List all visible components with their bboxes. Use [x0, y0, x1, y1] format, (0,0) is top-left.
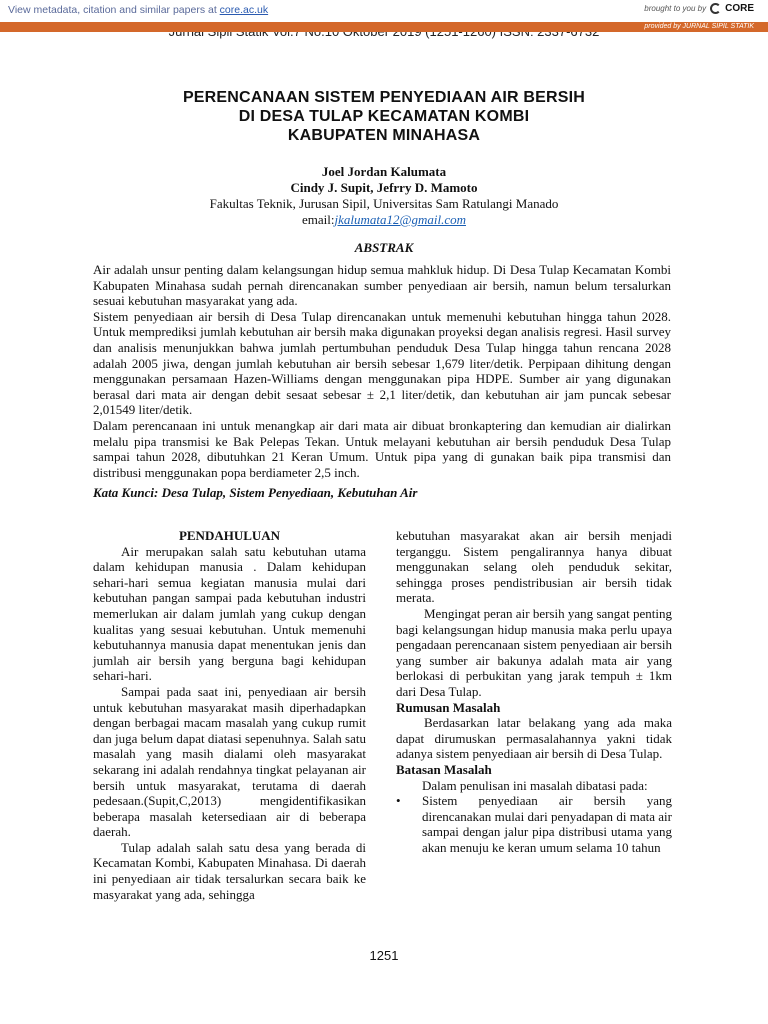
abstract-paragraph: Sistem penyediaan air bersih di Desa Tulap direncanakan untuk memenuhi kebutuhan hingga tahun 2028. Untuk memprediksi jumlah kebutuhan air bersih maka digunakan proyeksi degan analisis regresi. Hasil survey dan analisis menunjukkan bahwa jumlah pertumbuhan penduduk Desa Tulap hingga tahun rencana 2028 adalah 2005 jiwa, dengan jumlah kebutuhan air bersih sebesar 1,679 liter/detik. Perpipaan dihitung dengan menggunakan persamaan Hazen-Williams dengan menggunakan pipa HDPE. Sumber air yang digunakan berasal dari mata air dengan debit sesaat sebesar ± 2,1 liter/detik, dan kebutuhan air jam puncak sebesar 2,01549 liter/detik.	[93, 308, 671, 418]
abstract-heading: ABSTRAK	[354, 240, 414, 255]
core-link[interactable]: core.ac.uk	[219, 4, 269, 16]
author-primary: Joel Jordan Kalumata	[321, 164, 447, 179]
body-paragraph: Berdasarkan latar belakang yang ada maka dapat dirumuskan permasalahannya yakni tidak adanya sistem penyediaan air bersih di Desa Tulap.	[396, 715, 672, 762]
body-paragraph: Air merupakan salah satu kebutuhan utama dalam kehidupan manusia . Dalam kehidupan sehari-hari semua kegiatan manusia mulai dari kebutuhan pangan sampai pada kebutuhan industri memerlukan air dalam jumlah yang cukup dengan kualitas yang sesuai kebutuhan. Untuk memenuhi kebutuhannya manusia dapat menentukan jenis dan jumlah air bersih yang berguna bagi kehidupan sehari-hari.	[93, 543, 366, 684]
body-paragraph: Tulap adalah salah satu desa yang berada di Kecamatan Kombi, Kabupaten Minahasa. Di daerah ini penyediaan air tidak tersalurkan secara baik ke masyarakat yang ada, sehingga	[93, 839, 366, 902]
body-paragraph: Sampai pada saat ini, penyediaan air bersih untuk kebutuhan masyarakat masih diperhadapkan dengan berbagai macam masalah yang cukup rumit dan juga belum dapat diatasi sepenuhnya. Salah satu masalah yang masih dialami oleh masyarakat sekarang ini adalah rendahnya tingkat pelayanan air bersih untuk masyarakat, terutama di daerah pedesaan.(Supit,C,2013) mengidentifikasikan beberapa masalah ketersediaan air di beberapa daerah.	[93, 683, 366, 840]
core-logo-word: CORE	[725, 3, 754, 14]
title-line-2: DI DESA TULAP KECAMATAN KOMBI	[238, 108, 530, 125]
author-coauthors: Cindy J. Supit, Jefrry D. Mamoto	[290, 180, 478, 195]
body-paragraph-continuation: kebutuhan masyarakat akan air bersih menjadi terganggu. Sistem pengalirannya hanya dibuat menggunakan selang oleh penduduk sekitar, sehingga proses pendistribusian air bersih tidak merata.	[396, 528, 672, 606]
author-email-line	[80, 212, 688, 228]
core-metadata-label: View metadata, citation and similar papers at	[8, 4, 217, 16]
page-number: 1251	[369, 948, 399, 963]
core-brand[interactable]	[644, 3, 754, 14]
core-metadata-text	[8, 4, 268, 16]
keywords: Kata Kunci: Desa Tulap, Sistem Penyediaan, Kebutuhan Air	[93, 485, 418, 500]
body-paragraph: Dalam penulisan ini masalah dibatasi pada:	[422, 777, 648, 793]
provided-by-text: provided by JURNAL SIPIL STATIK	[644, 23, 754, 30]
abstract-paragraph: Air adalah unsur penting dalam kelangsungan hidup semua mahkluk hidup. Di Desa Tulap Kecamatan Kombi Kabupaten Minahasa sudah pernah direncanakan sumber penyediaan air bersih, namun belum tersalurkan sesuai kebutuhan masyarakat yang ada.	[93, 262, 671, 309]
core-logo-icon	[710, 3, 721, 14]
paper-title	[80, 88, 688, 145]
title-line-3: KABUPATEN MINAHASA	[287, 127, 481, 144]
section-heading-rumusan: Rumusan Masalah	[396, 699, 501, 715]
section-heading-batasan: Batasan Masalah	[396, 761, 492, 777]
core-banner	[0, 0, 768, 24]
title-line-1: PERENCANAAN SISTEM PENYEDIAAN AIR BERSIH	[182, 89, 586, 106]
provided-by-strip	[0, 22, 768, 32]
email-link[interactable]: jkalumata12@gmail.com	[334, 212, 466, 227]
bullet-dot-icon: •	[396, 793, 401, 809]
right-column	[396, 528, 672, 855]
bullet-item	[396, 793, 672, 855]
abstract-paragraph: Dalam perencanaan ini untuk menangkap air dari mata air dibuat bronkaptering dan kemudian air dialirkan melalu pipa transmisi ke Bak Pelepas Tekan. Untuk melayani kebutuhan air bersih penduduk Desa Tulap sampai tahun 2028, dibutuhkan 21 Keran Umum. Untuk pipa yang di gunakan baik pipa transmisi dan distribusi menggunakan popa berdiameter 2,5 inch.	[93, 417, 671, 480]
email-label: email:	[302, 212, 335, 227]
author-block	[80, 164, 688, 228]
brought-by-text: brought to you by	[644, 4, 707, 13]
author-affiliation: Fakultas Teknik, Jurusan Sipil, Universitas Sam Ratulangi Manado	[209, 196, 559, 211]
left-column	[93, 528, 366, 902]
abstract-body	[93, 262, 671, 480]
body-paragraph: Mengingat peran air bersih yang sangat penting bagi kelangsungan hidup manusia maka perlu upaya pengadaan perencanaan sistem penyediaan air bersih yang sumber air bakunya adalah mata air yang berlokasi di perbukitan yang jarak tempuh ± 1km dari Desa Tulap.	[396, 605, 672, 699]
section-heading-pendahuluan: PENDAHULUAN	[178, 528, 281, 543]
bullet-text: Sistem penyediaan air bersih yang direncanakan mulai dari penyadapan di mata air sampai dengan jalur pipa distribusi utama yang akan menuju ke keran umum selama 10 tahun	[422, 793, 672, 855]
